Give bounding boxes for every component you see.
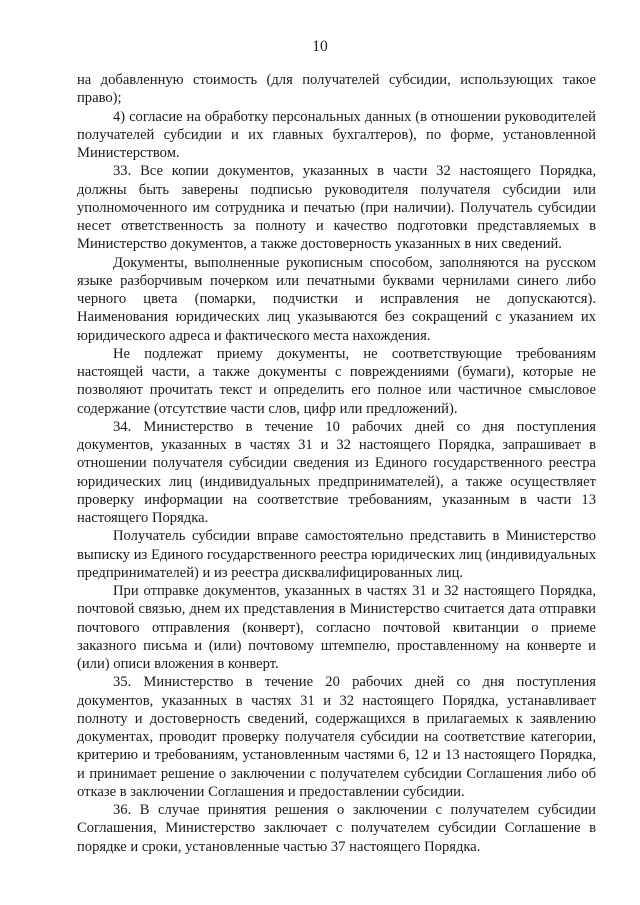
paragraph-item-4-consent: 4) согласие на обработку персональных данных (в отношении руководителей получателей субсидии и их главных бухгалтеров), по форме, установленной Министерством. [77,108,596,161]
paragraph-rejected-documents: Не подлежат приему документы, не соответствующие требованиям настоящей части, а также документы с повреждениями (бумаги), которые не позволяют прочитать текст и определить его полное или частичное смысловое содержание (отсутствие части слов, цифр или предложений). [77,345,596,417]
paragraph-34-ministry-request: 34. Министерство в течение 10 рабочих дней со дня поступления документов, указанных в частях 31 и 32 настоящего Порядка, запрашивает в отношении получателя субсидии сведения из Единого государственного реестра юридических лиц (индивидуальных предпринимателей), а также осуществляет проверку информации на соответствие требованиям, указанным в части 13 настоящего Порядка. [77,418,596,526]
paragraph-continued-vat: на добавленную стоимость (для получателей субсидии, использующих такое право); [77,72,596,107]
paragraph-33-document-copies: 33. Все копии документов, указанных в части 32 настоящего Порядка, должны быть заверены подписью руководителя получателя субсидии или уполномоченного им сотрудника и печатью (при наличии). Получатель субсидии несет ответственность за полноту и качество подготовки представляемых в Министерство документов, а также достоверность указанных в них сведений. [77,163,596,253]
paragraph-35-verification: 35. Министерство в течение 20 рабочих дней со дня поступления документов, указанных в частях 31 и 32 настоящего Порядка, устанавливает полноту и достоверность сведений, содержащихся в прилагаемых к заявлению документах, проводит проверку получателя субсидии на соответствие категории, критерию и требованиям, установленным частями 6, 12 и 13 настоящего Порядка, и принимает решение о заключении с получателем субсидии Соглашения либо об отказе в заключении Соглашения и предоставлении субсидии. [77,674,596,800]
paragraph-handwritten-documents: Документы, выполненные рукописным способом, заполняются на русском языке разборчивым почерком или печатными буквами чернилами синего либо черного цвета (помарки, подчистки и исправления не допускаются). Наименования юридических лиц указываются без сокращений с указанием их юридического адреса и фактического места нахождения. [77,254,596,344]
document-body [77,71,596,856]
page-number: 10 [312,38,328,55]
paragraph-recipient-extract: Получатель субсидии вправе самостоятельно представить в Министерство выписку из Единого государственного реестра юридических лиц (индивидуальных предпринимателей) и из реестра дисквалифицированных лиц. [77,528,596,581]
paragraph-36-agreement: 36. В случае принятия решения о заключении с получателем субсидии Соглашения, Министерство заключает с получателем субсидии Соглашение в порядке и сроки, установленные частью 37 настоящего Порядка. [77,802,596,855]
paragraph-postal-submission: При отправке документов, указанных в частях 31 и 32 настоящего Порядка, почтовой связью, днем их представления в Министерство считается дата отправки почтового отправления (конверт), согласно почтовой квитанции о приеме заказного письма и (или) почтовому штемпелю, проставленному на конверте и (или) описи вложения в конверт. [77,583,596,672]
